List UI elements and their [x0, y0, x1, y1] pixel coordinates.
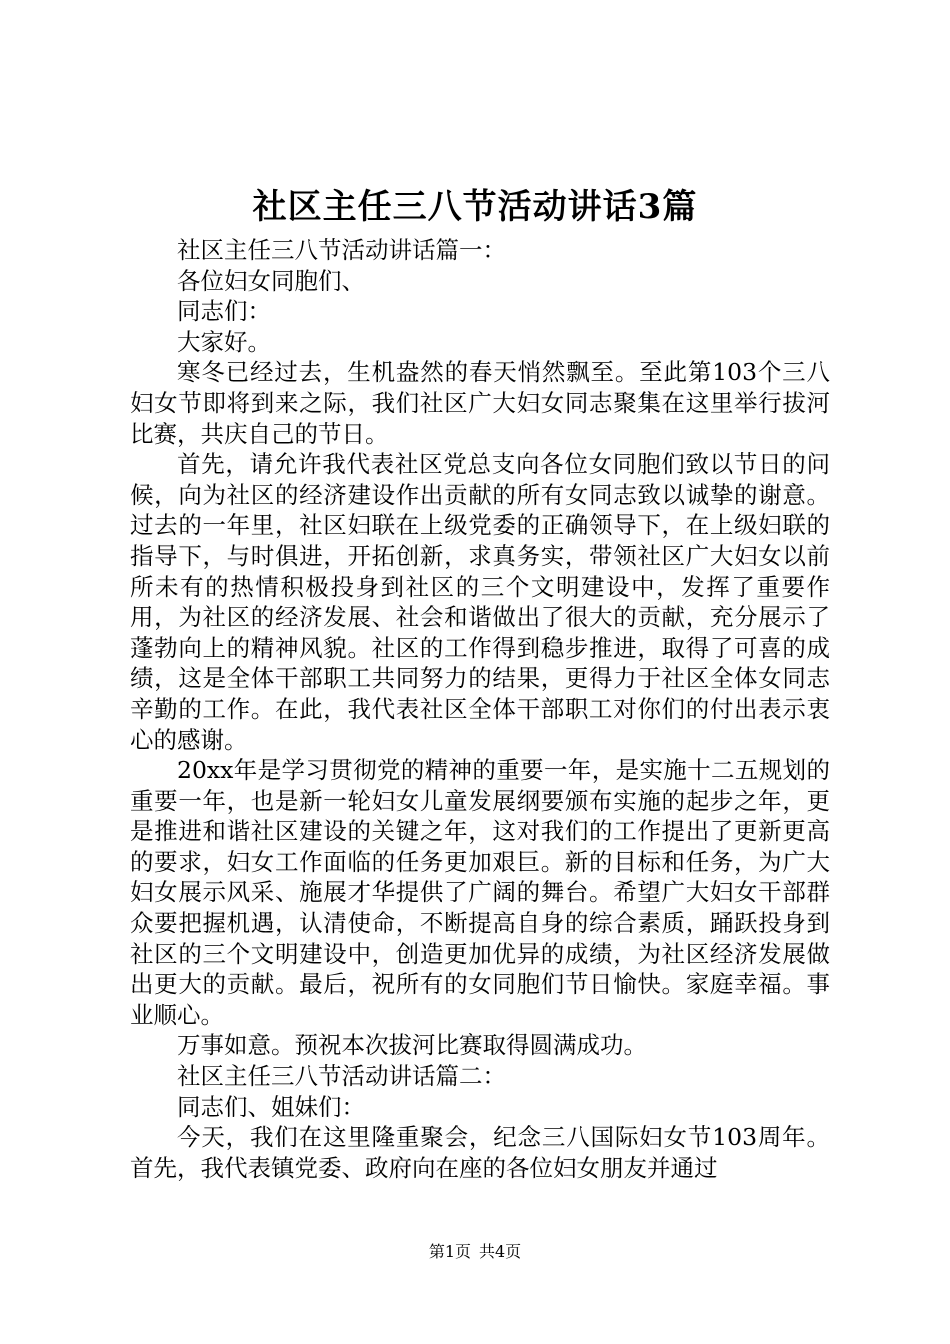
paragraph-intro-2: 今天，我们在这里隆重聚会，纪念三八国际妇女节103周年。首先，我代表镇党委、政府向在座的各位妇女朋友并通过: [130, 1123, 830, 1182]
document-body: [130, 235, 830, 1183]
paragraph-goals: 20xx年是学习贯彻党的精神的重要一年，是实施十二五规划的重要一年，也是新一轮妇女儿童发展纲要颁布实施的起步之年，更是推进和谐社区建设的关键之年，这对我们的工作提出了更新更高的要求，妇女工作面临的任务更加艰巨。新的目标和任务，为广大妇女展示风采、施展才华提供了广阔的舞台。希望广大妇女干部群众要把握机遇，认清使命，不断提高自身的综合素质，踊跃投身到社区的三个文明建设中，创造更加优异的成绩，为社区经济发展做出更大的贡献。最后，祝所有的女同胞们节日愉快。家庭幸福。事业顺心。: [130, 756, 830, 1029]
document-title: 社区主任三八节活动讲话3篇: [252, 187, 698, 227]
paragraph-closing: 万事如意。预祝本次拔河比赛取得圆满成功。: [177, 1031, 647, 1060]
page-footer: [0, 1241, 950, 1263]
paragraph-thanks: 首先，请允许我代表社区党总支向各位女同胞们致以节日的问候，向为社区的经济建设作出贡献的所有女同志致以诚挚的谢意。过去的一年里，社区妇联在上级党委的正确领导下，在上级妇联的指导下，与时俱进，开拓创新，求真务实，带领社区广大妇女以前所未有的热情积极投身到社区的三个文明建设中，发挥了重要作用，为社区的经济发展、社会和谐做出了很大的贡献，充分展示了蓬勃向上的精神风貌。社区的工作得到稳步推进，取得了可喜的成绩，这是全体干部职工共同努力的结果，更得力于社区全体女同志辛勤的工作。在此，我代表社区全体干部职工对你们的付出表示衷心的感谢。: [130, 450, 830, 754]
paragraph-section-heading-2: 社区主任三八节活动讲话篇二：: [177, 1062, 506, 1091]
paragraph-salutation-3: 同志们、姐妹们：: [177, 1092, 365, 1121]
paragraph-opening: 寒冬已经过去，生机盎然的春天悄然飘至。至此第103个三八妇女节即将到来之际，我们社区广大妇女同志聚集在这里举行拔河比赛，共庆自己的节日。: [130, 358, 830, 448]
page-total: 共4页: [479, 1242, 522, 1261]
paragraph-salutation-2: 同志们：: [177, 297, 271, 326]
paragraph-salutation-1: 各位妇女同胞们、: [177, 266, 365, 295]
page-number: 第1页: [428, 1242, 471, 1261]
paragraph-greeting: 大家好。: [177, 327, 271, 356]
paragraph-section-heading-1: 社区主任三八节活动讲话篇一：: [177, 236, 506, 264]
